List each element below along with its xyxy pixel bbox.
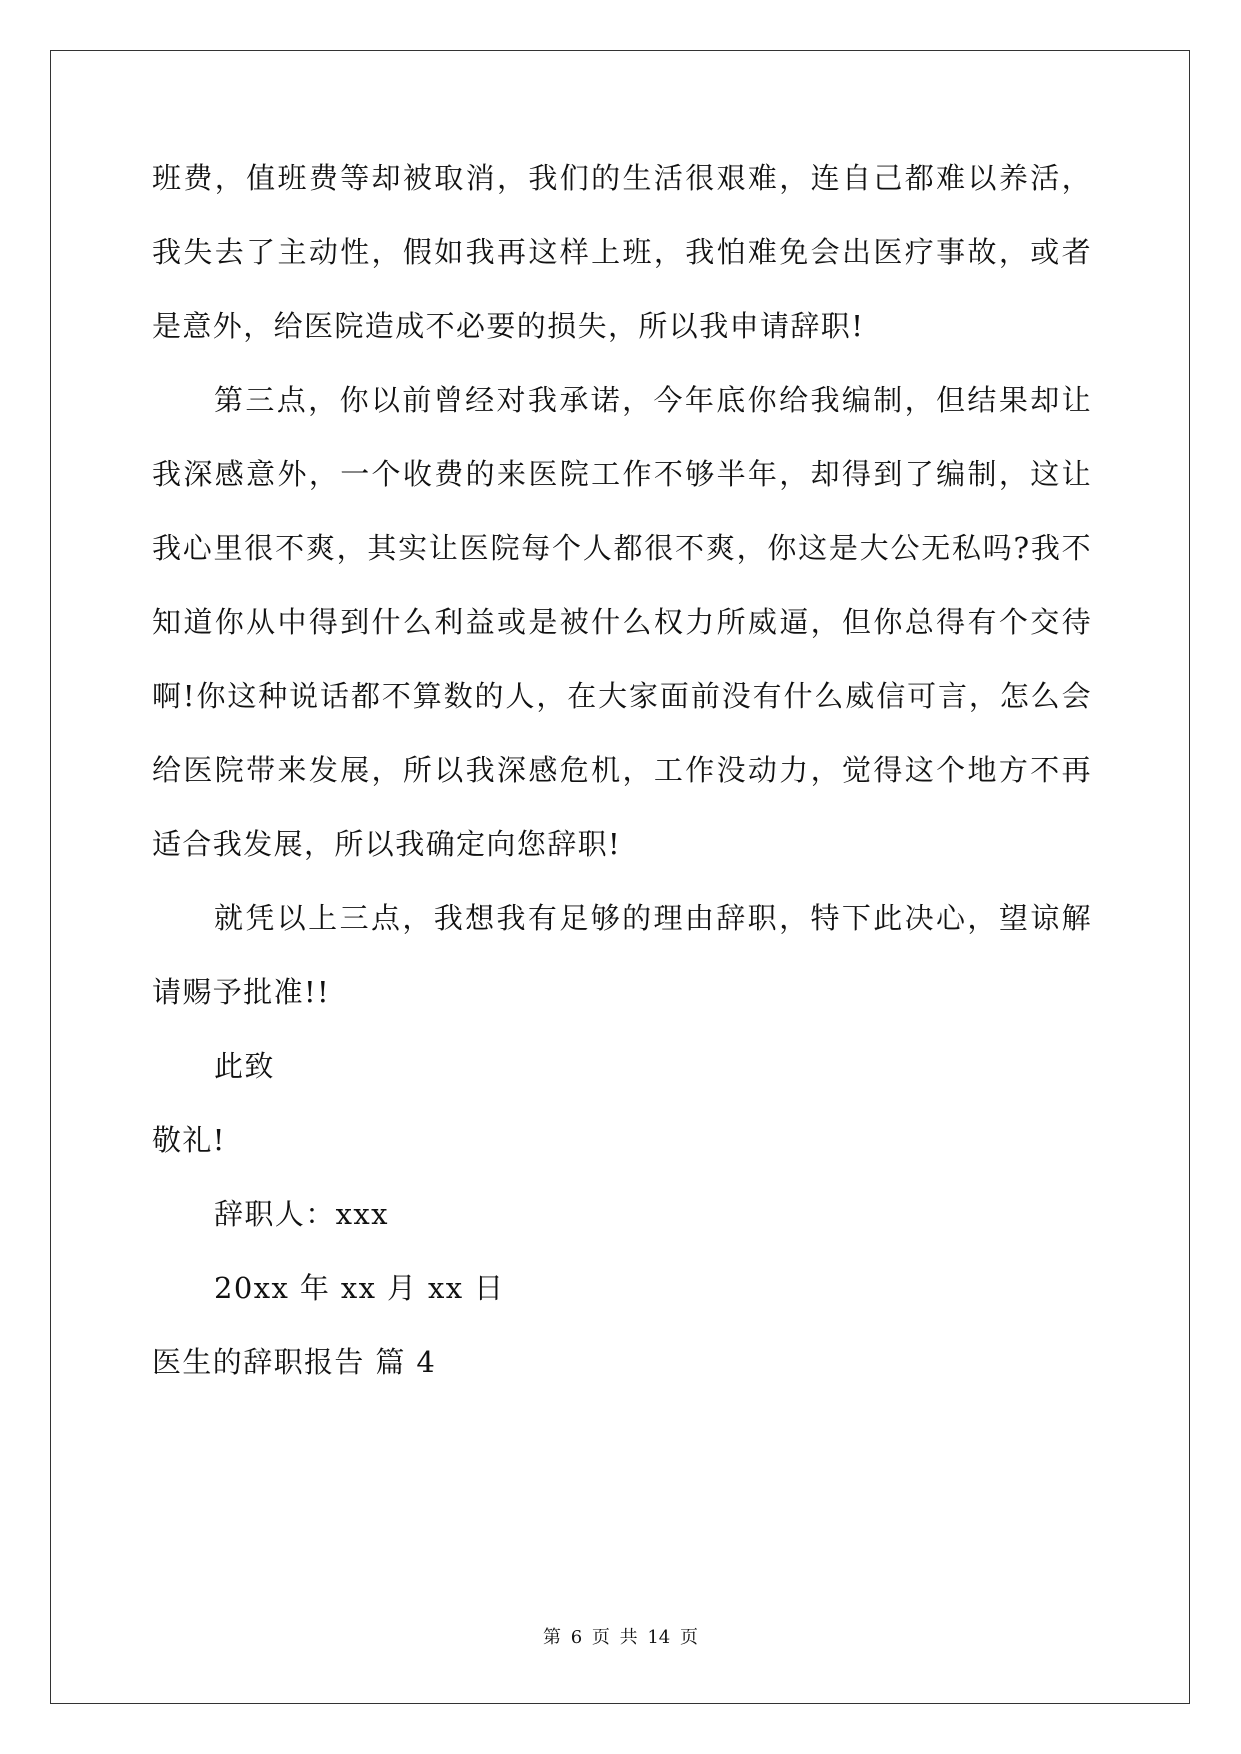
signature-line: 辞职人：xxx xyxy=(214,1197,389,1231)
section-heading: 医生的辞职报告 篇 4 xyxy=(152,1345,437,1379)
text-line: 啊!你这种说话都不算数的人，在大家面前没有什么威信可言，怎么会 xyxy=(152,679,1092,713)
text-line: 适合我发展，所以我确定向您辞职! xyxy=(152,827,622,861)
closing-regards: 敬礼! xyxy=(152,1123,226,1157)
date-line: 20xx 年 xx 月 xx 日 xyxy=(214,1271,505,1305)
text-line: 班费，值班费等却被取消，我们的生活很艰难，连自己都难以养活， xyxy=(152,161,1092,195)
text-line: 给医院带来发展，所以我深感危机，工作没动力，觉得这个地方不再 xyxy=(152,753,1092,787)
text-line: 请赐予批准!! xyxy=(152,975,331,1009)
page-border xyxy=(50,50,1190,1704)
page-number-footer: 第 6 页 共 14 页 xyxy=(543,1627,698,1648)
paragraph-start-line: 第三点，你以前曾经对我承诺，今年底你给我编制，但结果却让 xyxy=(214,383,1092,417)
text-line: 我深感意外，一个收费的来医院工作不够半年，却得到了编制，这让 xyxy=(152,457,1092,491)
text-line: 我心里很不爽，其实让医院每个人都很不爽，你这是大公无私吗?我不 xyxy=(152,531,1092,565)
text-line: 是意外，给医院造成不必要的损失，所以我申请辞职! xyxy=(152,309,865,343)
text-line: 知道你从中得到什么利益或是被什么权力所威逼，但你总得有个交待 xyxy=(152,605,1092,639)
paragraph-start-line: 就凭以上三点，我想我有足够的理由辞职，特下此决心，望谅解 xyxy=(214,901,1092,935)
closing-salutation: 此致 xyxy=(214,1049,275,1083)
text-line: 我失去了主动性，假如我再这样上班，我怕难免会出医疗事故，或者 xyxy=(152,235,1092,269)
